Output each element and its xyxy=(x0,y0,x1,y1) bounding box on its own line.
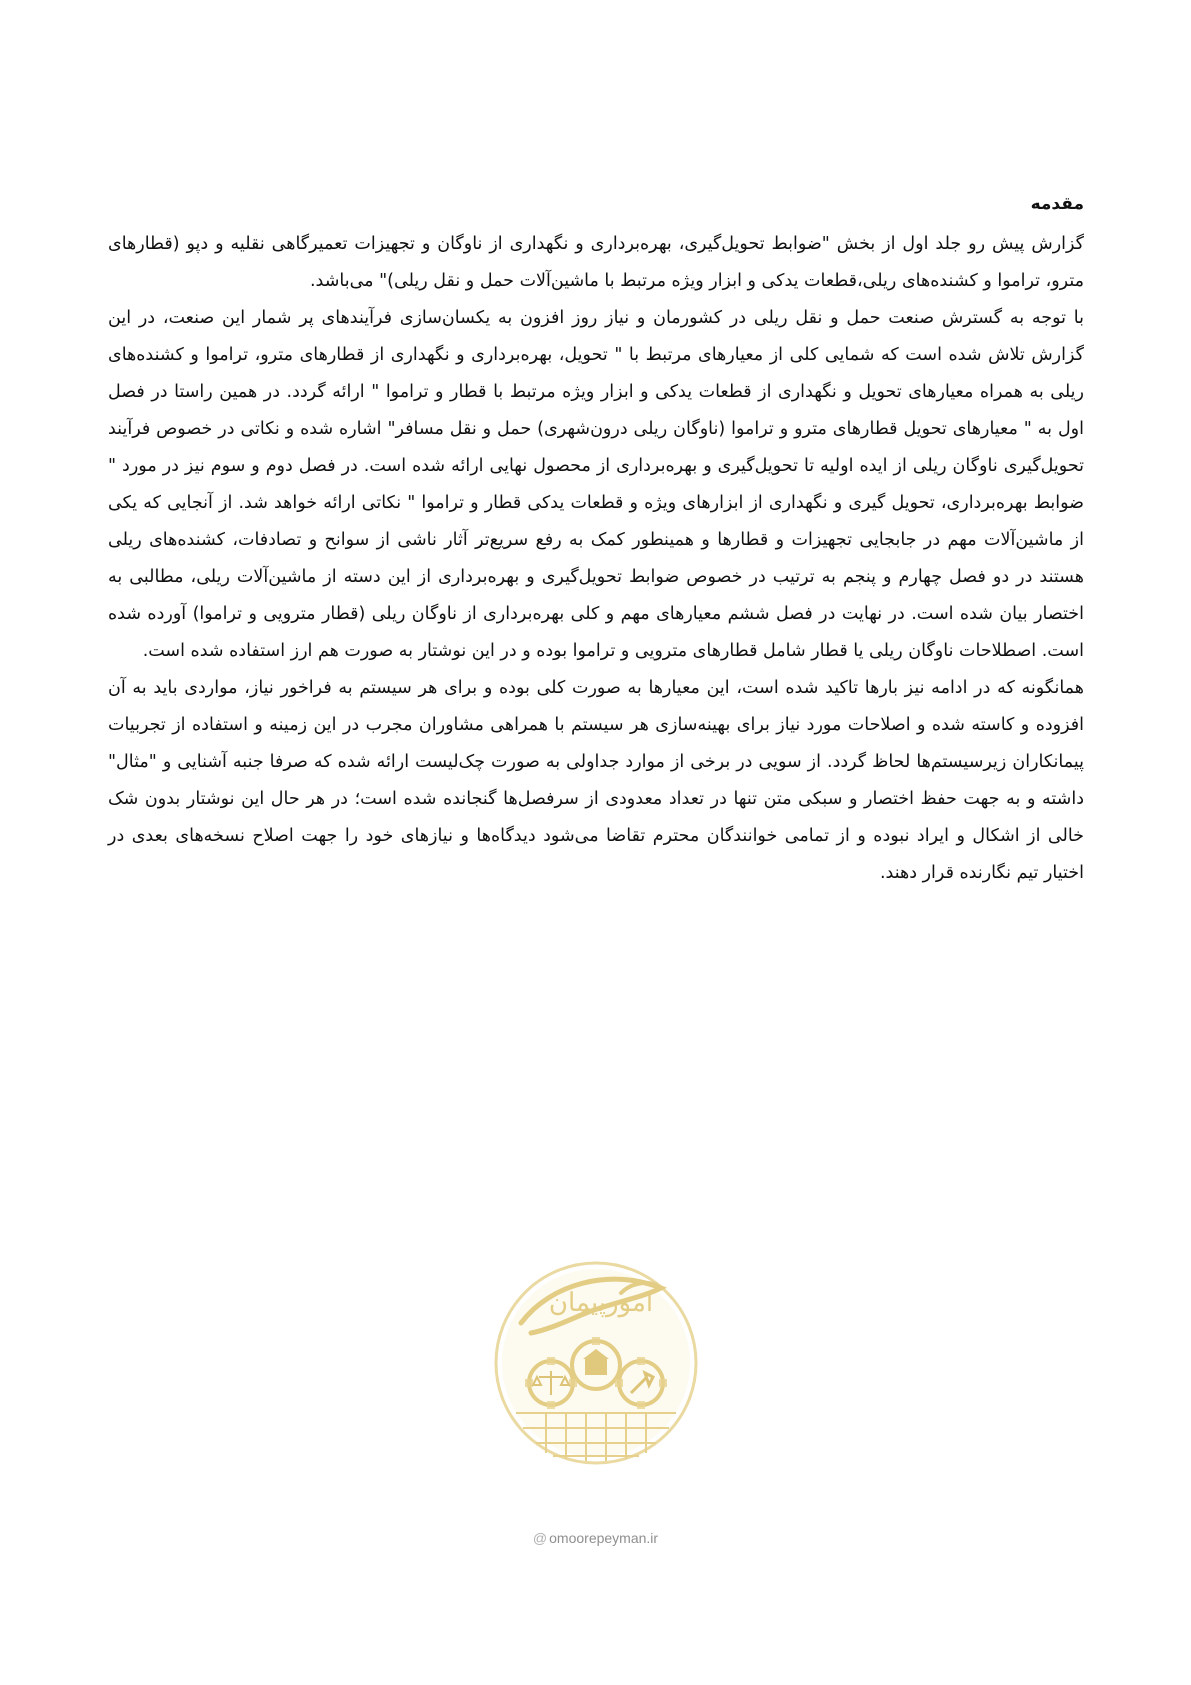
website-footer xyxy=(0,1530,1191,1546)
logo-calligraphy-text: امورپیمان xyxy=(548,1288,654,1318)
paragraph-overview: با توجه به گسترش صنعت حمل و نقل ریلی در کشورمان و نیاز روز افزون به یکسان‌سازی فرآیندهای پر شمار این صنعت، در این گزارش تلاش شده است که شمایی کلی از معیارهای مرتبط با " تحویل، بهره‌برداری و نگهداری از قطارهای مترو، تراموا و کشنده‌های ریلی به همراه معیارهای تحویل و نگهداری از قطعات یدکی و ابزار ویژه مرتبط با قطار و تراموا " ارائه گردد. در همین راستا در فصل اول به " معیارهای تحویل قطارهای مترو و تراموا (ناوگان ریلی درون‌شهری) حمل و نقل مسافر" اشاره شده و نکاتی در خصوص فرآیند تحویل‌گیری ناوگان ریلی از ایده اولیه تا تحویل‌گیری و بهره‌برداری از محصول نهایی ارائه شده است. در فصل دوم و سوم نیز در مورد " ضوابط بهره‌برداری، تحویل گیری و نگهداری از ابزارهای ویژه و قطعات یدکی قطار و تراموا " نکاتی ارائه خواهد شد. از آنجایی که یکی از ماشین‌آلات مهم در جابجایی تجهیزات و قطارها و همینطور کمک به رفع سریع‌تر آثار ناشی از سوانح و تصادفات، کشنده‌های ریلی هستند در دو فصل چهارم و پنجم به ترتیب در خصوص ضوابط تحویل‌گیری و بهره‌برداری از این دسته از ماشین‌آلات ریلی، مطالبی به اختصار بیان شده است. در نهایت در فصل ششم معیارهای مهم و کلی بهره‌برداری از ناوگان ریلی (قطار مترویی و تراموا) آورده شده است. اصطلاحات ناوگان ریلی یا قطار شامل قطارهای مترویی و تراموا بوده و در این نوشتار به صورت هم ارز استفاده شده است. xyxy=(108,308,1084,661)
website-url: omoorepeyman.ir xyxy=(549,1530,659,1546)
paragraph-notes: همانگونه که در ادامه نیز بارها تاکید شده است، این معیارها به صورت کلی بوده و برای هر سیستم به فراخور نیاز، مواردی باید به آن افزوده و کاسته شده و اصلاحات مورد نیاز برای بهینه‌سازی هر سیستم با همراهی مشاوران مجرب در این زمینه و استفاده از تجربیات پیمانکاران زیرسیستم‌ها لحاظ گردد. از سویی در برخی از موارد جداولی به صورت چک‌لیست ارائه شده که صرفا جنبه آشنایی و "مثال" داشته و به جهت حفظ اختصار و سبکی متن تنها در تعداد معدودی از سرفصل‌ها گنجانده شده است؛ در هر حال این نوشتار بدون شک خالی از اشکال و ایراد نبوده و از تمامی خوانندگان محترم تقاضا می‌شود دیدگاه‌ها و نیازهای خود را جهت اصلاح نسخه‌های بعدی در اختیار تیم نگارنده قرار دهند. xyxy=(108,678,1084,883)
paragraph-intro: گزارش پیش رو جلد اول از بخش "ضوابط تحویل‌گیری، بهره‌برداری و نگهداری از ناوگان و تجهیزات تعمیرگاهی نقلیه و دپو (قطارهای مترو، تراموا و کشنده‌های ریلی،قطعات یدکی و ابزار ویژه مرتبط با ماشین‌آلات حمل و نقل ریلی)" می‌باشد. xyxy=(108,234,1084,291)
section-heading: مقدمه xyxy=(1030,194,1084,214)
document-body xyxy=(108,188,1084,892)
omoore-peyman-logo-icon xyxy=(491,1253,701,1483)
watermark-logo xyxy=(491,1253,701,1483)
at-icon: @ xyxy=(532,1530,548,1546)
